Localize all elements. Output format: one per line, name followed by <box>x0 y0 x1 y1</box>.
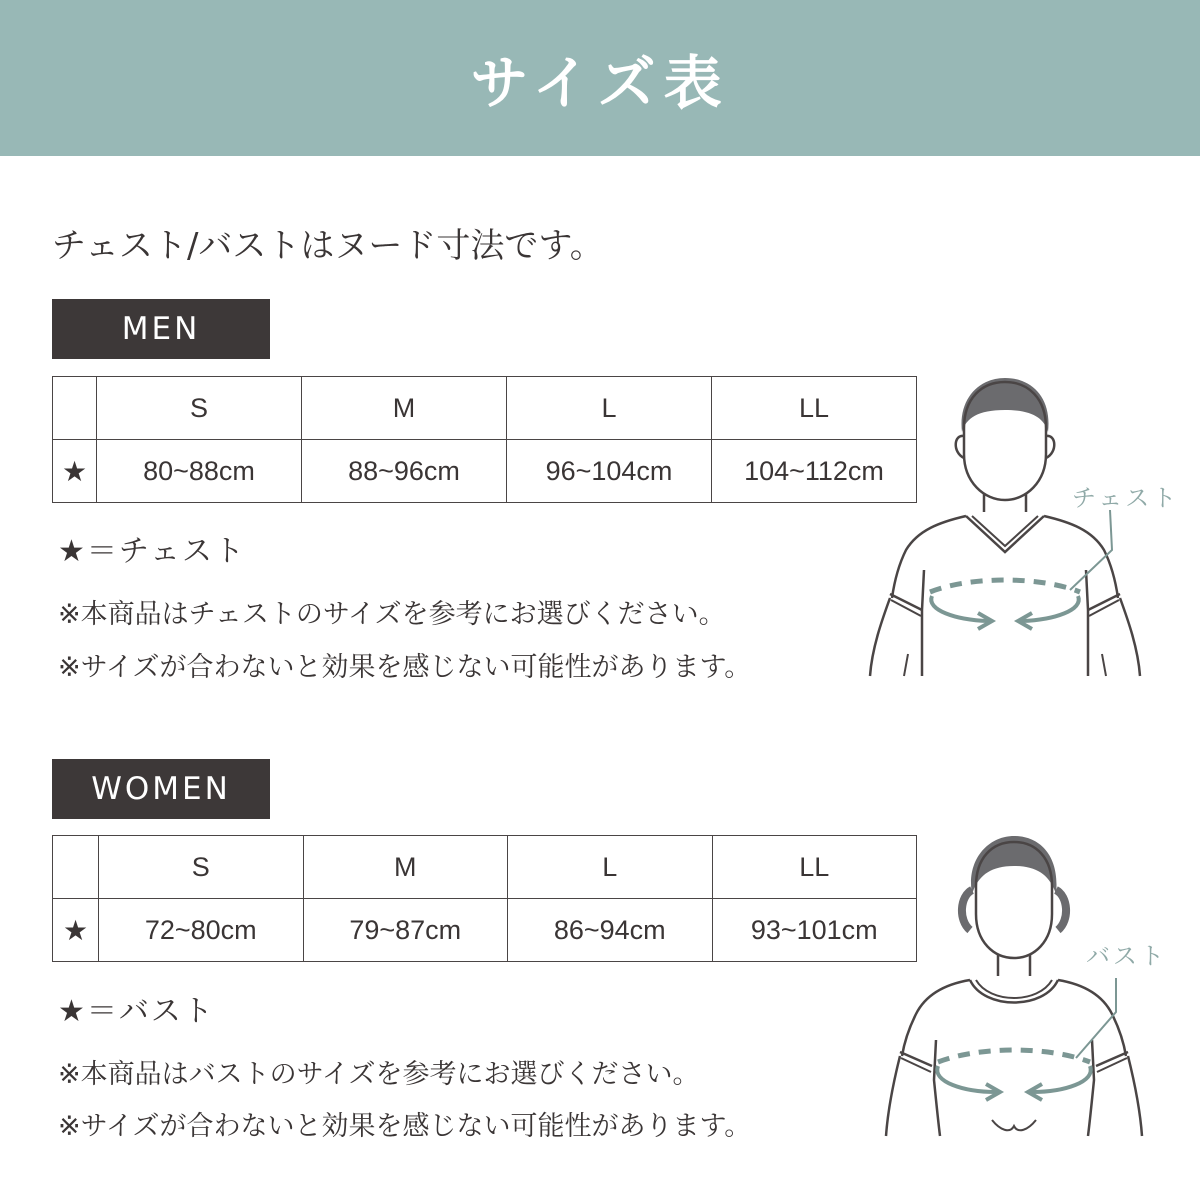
female-figure-icon <box>880 830 1170 1140</box>
women-size-table <box>52 835 917 962</box>
header-banner <box>0 0 1200 156</box>
header-cell-m: M <box>303 836 508 899</box>
men-legend: ★＝チェスト <box>58 534 246 569</box>
header-cell-s: S <box>99 836 304 899</box>
header-cell-ll: LL <box>712 377 917 440</box>
table-row <box>53 440 917 503</box>
page-title: サイズ表 <box>470 49 730 117</box>
intro-text: チェスト/バストはヌード寸法です。 <box>52 226 604 266</box>
star-icon: ★ <box>53 440 97 503</box>
corner-cell <box>53 836 99 899</box>
header-cell-l: L <box>507 377 712 440</box>
value-cell-ll: 93~101cm <box>712 899 917 962</box>
value-cell-s: 80~88cm <box>97 440 302 503</box>
men-note-1: ※本商品はチェストのサイズを参考にお選びください。 <box>58 599 726 630</box>
men-note-2: ※サイズが合わないと効果を感じない可能性があります。 <box>58 652 752 683</box>
value-cell-m: 88~96cm <box>302 440 507 503</box>
men-size-table <box>52 376 917 503</box>
men-tag: MEN <box>52 299 270 359</box>
women-tag: WOMEN <box>52 759 270 819</box>
header-cell-ll: LL <box>712 836 917 899</box>
header-cell-m: M <box>302 377 507 440</box>
value-cell-ll: 104~112cm <box>712 440 917 503</box>
women-note-2: ※サイズが合わないと効果を感じない可能性があります。 <box>58 1111 752 1142</box>
value-cell-l: 96~104cm <box>507 440 712 503</box>
table-header-row <box>53 836 917 899</box>
corner-cell <box>53 377 97 440</box>
women-legend: ★＝バスト <box>58 994 215 1029</box>
header-cell-l: L <box>508 836 713 899</box>
table-header-row <box>53 377 917 440</box>
value-cell-m: 79~87cm <box>303 899 508 962</box>
chest-figure-label: チェスト <box>1072 484 1180 512</box>
women-note-1: ※本商品はバストのサイズを参考にお選びください。 <box>58 1059 700 1090</box>
star-icon: ★ <box>53 899 99 962</box>
value-cell-l: 86~94cm <box>508 899 713 962</box>
male-figure-icon <box>860 370 1160 680</box>
table-row <box>53 899 917 962</box>
value-cell-s: 72~80cm <box>99 899 304 962</box>
header-cell-s: S <box>97 377 302 440</box>
bust-figure-label: バスト <box>1086 942 1167 970</box>
